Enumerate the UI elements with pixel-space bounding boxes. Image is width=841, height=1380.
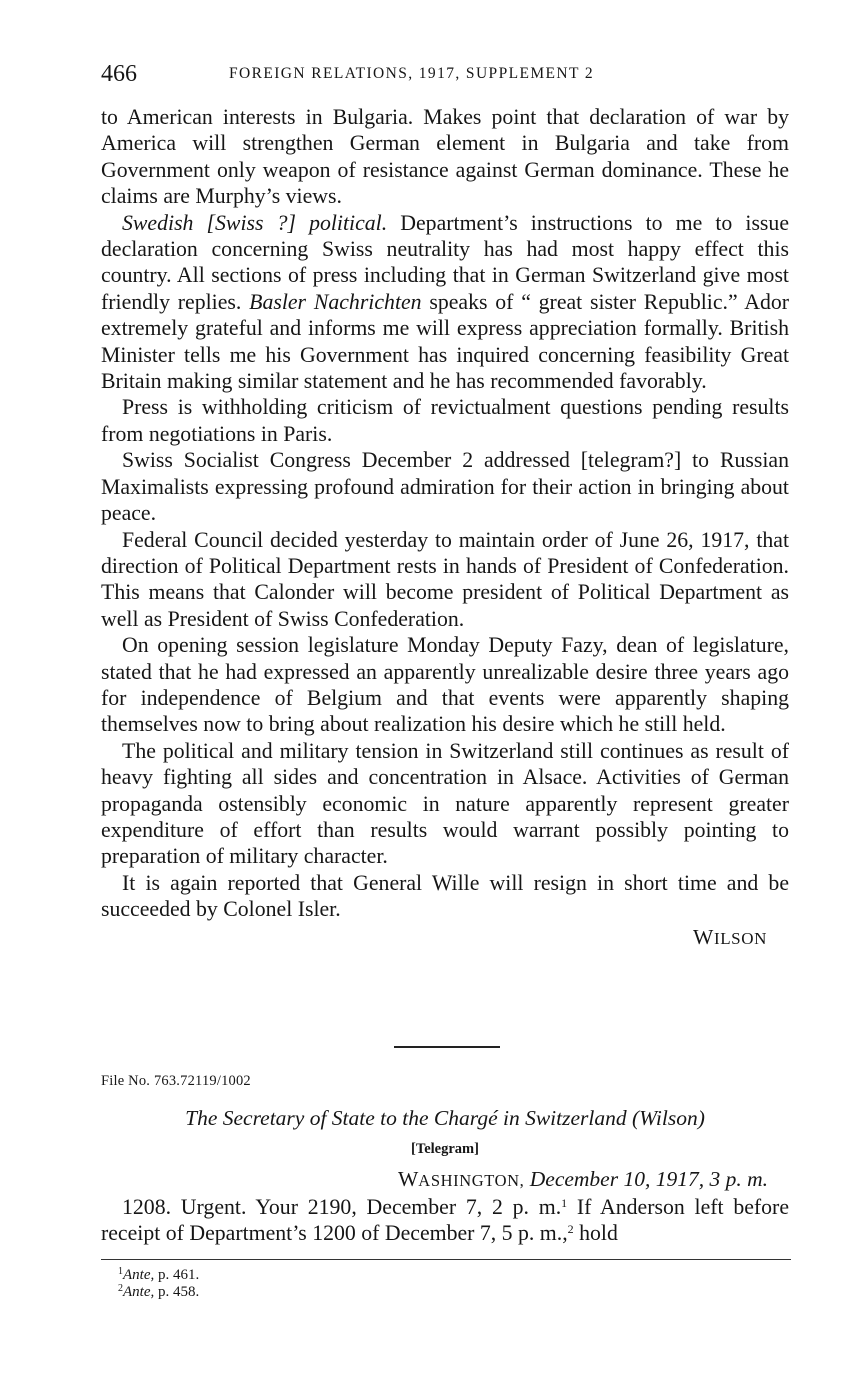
paragraph-2-text-a: Department’s instructions to me to issue declaration concerning Swiss neutrality has had most happy effect this country. All sections of press including that in German Switzerland give most friendly replies. [101, 210, 789, 314]
footnote-rule [101, 1259, 791, 1260]
footnote-page-2: p. 458. [158, 1284, 200, 1300]
signature-rest: ILSON [713, 928, 767, 948]
signature [101, 924, 767, 952]
footnote-ref-2: 2 [567, 1222, 574, 1237]
footnote-mark-2: 2 [118, 1283, 123, 1294]
footnote-ref-1: 1 [561, 1196, 568, 1210]
footnotes [118, 1267, 199, 1301]
file-number: File No. 763.72119/1002 [101, 1073, 251, 1089]
section-divider [394, 1046, 500, 1048]
paragraph-2 [101, 210, 789, 395]
telegram-text-c: hold [573, 1221, 618, 1246]
document-type: [Telegram] [411, 1141, 479, 1157]
running-title: FOREIGN RELATIONS, 1917, SUPPLEMENT 2 [229, 65, 594, 82]
paragraph-4: Swiss Socialist Congress December 2 addressed [telegram?] to Russian Maximalists expressing profound admiration for their action in bringing about peace. [101, 448, 789, 526]
page-header [101, 58, 791, 90]
paragraph-5: Federal Council decided yesterday to maintain order of June 26, 1917, that direction of Political Department rests in hands of President of Confederation. This means that Calonder will become president of Political Department as well as President of Swiss Confederation. [101, 527, 789, 631]
telegram-text-b: If Anderson left before receipt of Department’s 1200 of December 7, 5 p. m., [101, 1195, 789, 1246]
signature-initial: W [693, 924, 714, 949]
dateline-date: December 10, 1917, 3 p. m. [529, 1167, 768, 1191]
paragraph-1: to American interests in Bulgaria. Makes point that declaration of war by America will strengthen German element in Bulgaria and take from Government only weapon of resistance against German dominance. These he claims are Murphy’s views. [101, 105, 789, 209]
body-text [101, 104, 789, 952]
paragraph-7: The political and military tension in Switzerland still continues as result of heavy fighting all sides and concentration in Alsace. Activities of German propaganda ostensibly economic in nature apparently represent greater expenditure of effort than results would warrant possibly pointing to preparation of military character. [101, 738, 789, 869]
footnote-2 [118, 1284, 199, 1301]
footnote-page-1: p. 461. [158, 1267, 200, 1283]
document-title: The Secretary of State to the Chargé in Switzerland (Wilson) [185, 1106, 705, 1130]
paragraph-2-text-b: speaks of “ great sister Republic.” Ador extremely grateful and informs me will express appreciation formally. British Minister tells me his Government has inquired concerning feasibility Great Britain making similar statement and he has recommended favorably. [101, 289, 789, 394]
dateline [101, 1164, 768, 1196]
footnote-ref-word-1: Ante, [123, 1267, 155, 1283]
newspaper-name: Basler Nachrichten [249, 289, 422, 314]
telegram-paragraph [101, 1194, 789, 1247]
footnote-ref-word-2: Ante, [123, 1284, 155, 1300]
footnote-mark-1: 1 [118, 1266, 123, 1277]
lead-political: political. [309, 210, 388, 235]
telegram-body [101, 1194, 789, 1247]
paragraph-8: It is again reported that General Wille will resign in short time and be succeeded by Colonel Isler. [101, 870, 789, 922]
lead-swedish: Swedish [122, 210, 194, 235]
paragraph-6: On opening session legislature Monday Deputy Fazy, dean of legislature, stated that he had expressed an apparently unrealizable desire three years ago for independence of Belgium and that events were apparently shaping themselves now to bring about realization his desire which he still held. [101, 633, 789, 737]
editorial-bracket: [Swiss ?] [206, 210, 296, 235]
footnote-1 [118, 1267, 199, 1284]
dateline-place-initial: W [398, 1167, 419, 1191]
page-number: 466 [101, 61, 137, 87]
dateline-place-rest: ASHINGTON, [418, 1171, 525, 1190]
telegram-text-a: 1208. Urgent. Your 2190, December 7, 2 p. m. [122, 1195, 562, 1219]
paragraph-3: Press is withholding criticism of revictualment questions pending results from negotiations in Paris. [101, 395, 789, 446]
